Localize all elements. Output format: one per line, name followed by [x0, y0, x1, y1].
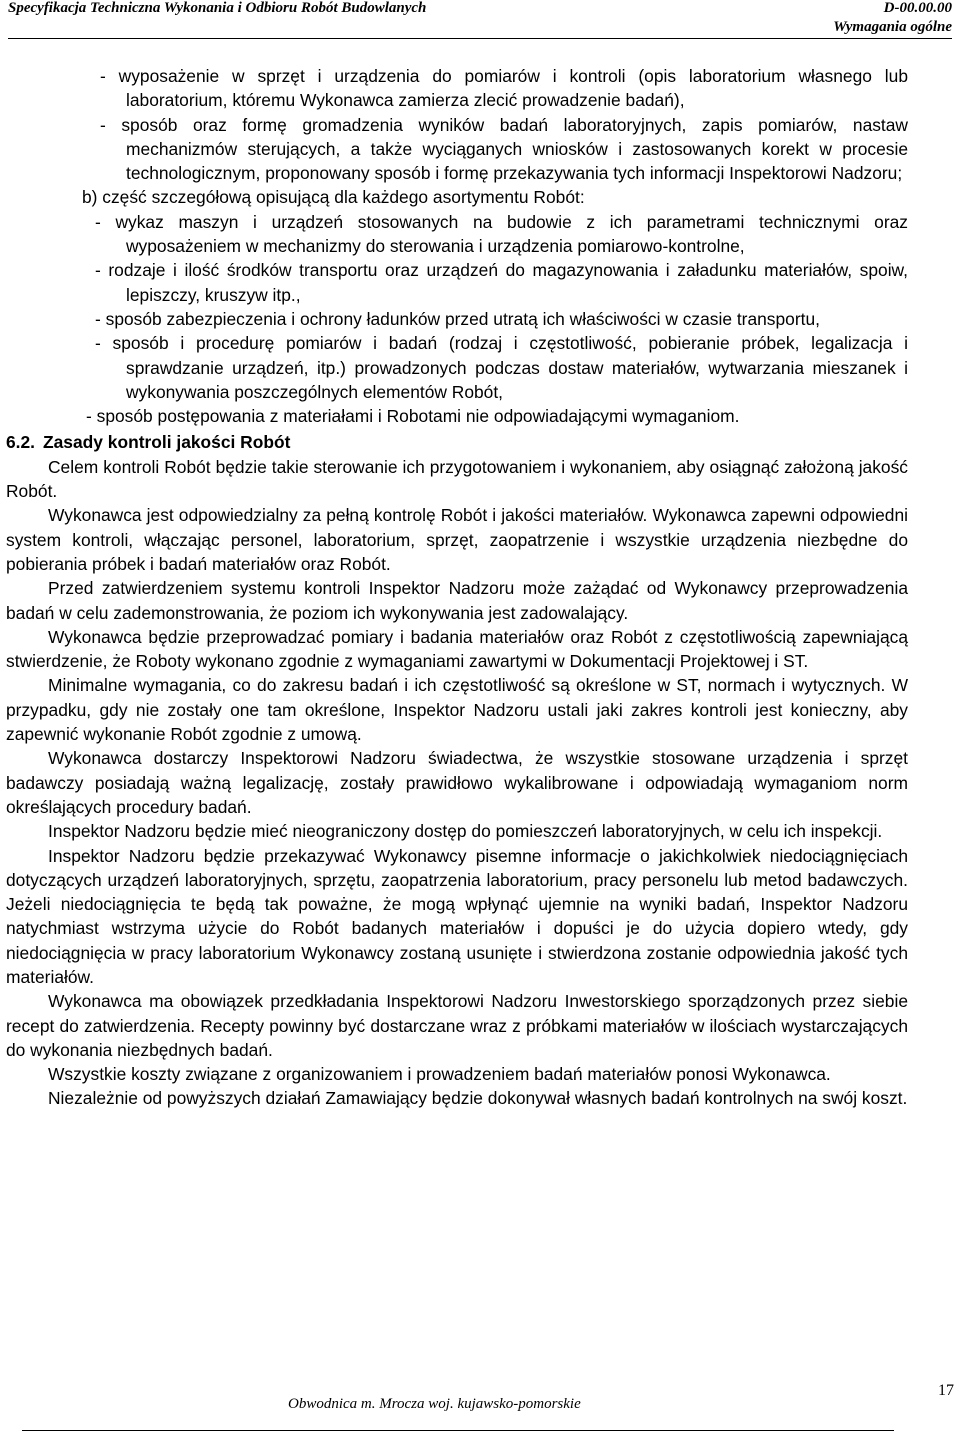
- paragraph: Wykonawca ma obowiązek przedkładania Inspektorowi Nadzoru Inwestorskiego sporządzonych przez siebie recept do zatwierdzenia. Recepty powinny być dostarczane wraz z próbkami materiałów w ilościach wystarczających do wykonania niezbędnych badań.: [6, 991, 908, 1060]
- paragraph: Inspektor Nadzoru będzie mieć nieograniczony dostęp do pomieszczeń laboratoryjnych, w celu ich inspekcji.: [48, 821, 883, 842]
- section-heading: [6, 430, 908, 454]
- paragraph: Wszystkie koszty związane z organizowaniem i prowadzeniem badań materiałów ponosi Wykonawca.: [48, 1064, 831, 1085]
- part-b-heading: b) część szczegółową opisującą dla każdego asortymentu Robót:: [82, 187, 585, 208]
- section-title: Zasady kontroli jakości Robót: [43, 432, 291, 453]
- paragraph: Niezależnie od powyższych działań Zamawiający będzie dokonywał własnych badań kontrolnych na swój koszt.: [48, 1088, 908, 1109]
- document-subtitle: Wymagania ogólne: [833, 19, 952, 35]
- list-item: - sposób i procedurę pomiarów i badań (rodzaj i częstotliwość, pobieranie próbek, legalizacja i sprawdzanie urządzeń, itp.) prowadzonych podczas dostaw materiałów, wytwarzania mieszanek i wykonywania poszczególnych elementów Robót,: [95, 333, 908, 402]
- page-footer: [0, 1378, 960, 1434]
- paragraph: Inspektor Nadzoru będzie przekazywać Wykonawcy pisemne informacje o jakichkolwiek niedociągnięciach dotyczących urządzeń laboratoryjnych, sprzętu, zaopatrzenia laboratorium, pracy personelu lub metod badawczych. Jeżeli niedociągnięcia te będą tak poważne, że mogą wpłynąć ujemnie na wyniki badań, Inspektor Nadzoru natychmiast wstrzyma użycie do Robót badanych materiałów i dopuści je do użycia dopiero wtedy, gdy niedociągnięcia w pracy laboratorium Wykonawcy zostaną usunięte i stwierdzona zostanie odpowiednia jakość tych materiałów.: [6, 845, 908, 987]
- paragraph: Celem kontroli Robót będzie takie sterowanie ich przygotowaniem i wykonaniem, aby osiągnąć założoną jakość Robót.: [6, 456, 908, 502]
- list-item: - wykaz maszyn i urządzeń stosowanych na budowie z ich parametrami technicznymi oraz wyposażeniem w mechanizmy do sterowania i urządzenia pomiarowo-kontrolne,: [95, 211, 908, 257]
- paragraph: Wykonawca jest odpowiedzialny za pełną kontrolę Robót i jakości materiałów. Wykonawca zapewni odpowiedni system kontroli, włączając personel, laboratorium, sprzęt, zaopatrzenie i wszystkie urządzenia niezbędne do pobierania próbek i badań materiałów oraz Robót.: [6, 505, 908, 574]
- footer-text: Obwodnica m. Mrocza woj. kujawsko-pomorskie: [288, 1396, 581, 1412]
- document-title: Specyfikacja Techniczna Wykonania i Odbioru Robót Budowlanych: [8, 0, 427, 16]
- list-item: - rodzaje i ilość środków transportu oraz urządzeń do magazynowania i załadunku materiałów, spoiw, lepiszczy, kruszyw itp.,: [95, 260, 908, 305]
- page-body: [6, 64, 908, 1111]
- paragraph: Przed zatwierdzeniem systemu kontroli Inspektor Nadzoru może zażądać od Wykonawcy przeprowadzenia badań w celu zademonstrowania, że poziom ich wykonywania jest zadowalający.: [6, 578, 908, 623]
- page-header: [8, 0, 952, 40]
- header-rule: [8, 38, 952, 39]
- section-number: 6.2.: [6, 432, 36, 453]
- document-code: D-00.00.00: [883, 0, 952, 16]
- list-item: - sposób zabezpieczenia i ochrony ładunków przed utratą ich właściwości w czasie transportu,: [95, 308, 820, 329]
- paragraph: Wykonawca będzie przeprowadzać pomiary i badania materiałów oraz Robót z częstotliwością zapewniającą stwierdzenie, że Roboty wykonano zgodnie z wymaganiami zawartymi w Dokumentacji Projektowej i ST.: [6, 626, 908, 672]
- list-item: - wyposażenie w sprzęt i urządzenia do pomiarów i kontroli (opis laboratorium własnego lub laboratorium, któremu Wykonawca zamierza zlecić prowadzenie badań),: [100, 66, 908, 111]
- paragraph: Wykonawca dostarczy Inspektorowi Nadzoru świadectwa, że wszystkie stosowane urządzenia i sprzęt badawczy posiadają ważną legalizację, zostały prawidłowo wykalibrowane i odpowiadają wymaganiom norm określających procedury badań.: [6, 748, 908, 817]
- page-number: 17: [938, 1382, 954, 1399]
- footer-rule: [22, 1430, 894, 1431]
- list-item: - sposób postępowania z materiałami i Robotami nie odpowiadającymi wymaganiom.: [86, 406, 740, 427]
- list-item: - sposób oraz formę gromadzenia wyników badań laboratoryjnych, zapis pomiarów, nastaw mechanizmów sterujących, a także wyciąganych wniosków i zastosowanych korekt w procesie technologicznym, proponowany sposób i formę przekazywania tych informacji Inspektorowi Nadzoru;: [100, 114, 908, 184]
- paragraph: Minimalne wymagania, co do zakresu badań i ich częstotliwość są określone w ST, normach i wytycznych. W przypadku, gdy nie zostały one tam określone, Inspektor Nadzoru ustali jaki zakres kontroli jest konieczny, aby zapewnić wykonanie Robót zgodnie z umową.: [6, 675, 908, 745]
